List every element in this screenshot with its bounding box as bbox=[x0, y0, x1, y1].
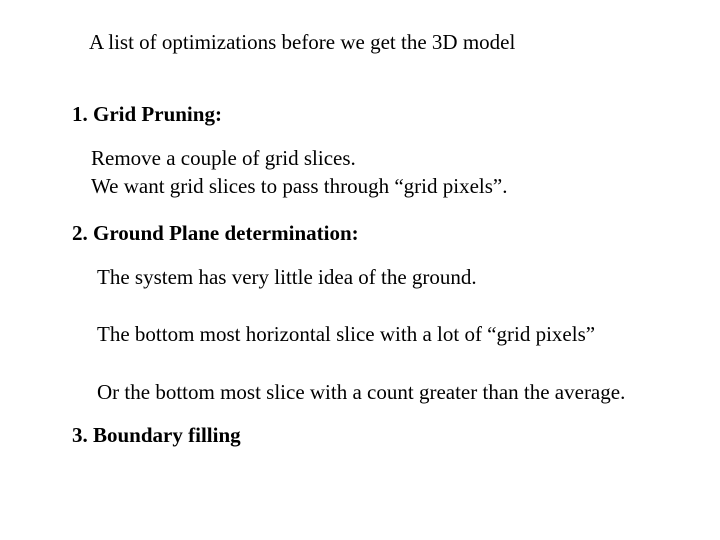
section-heading-ground-plane: 2. Ground Plane determination: bbox=[72, 221, 359, 245]
section-heading-boundary-filling: 3. Boundary filling bbox=[72, 423, 241, 447]
slide-title: A list of optimizations before we get the 3D model bbox=[89, 30, 516, 54]
section-text: The system has very little idea of the ground. bbox=[97, 265, 477, 289]
section-text: Or the bottom most slice with a count greater than the average. bbox=[97, 380, 626, 404]
section-heading-grid-pruning: 1. Grid Pruning: bbox=[72, 102, 222, 126]
section-text: Remove a couple of grid slices. bbox=[91, 146, 356, 170]
section-text: We want grid slices to pass through “grid pixels”. bbox=[91, 174, 508, 198]
section-text: The bottom most horizontal slice with a lot of “grid pixels” bbox=[97, 322, 596, 346]
